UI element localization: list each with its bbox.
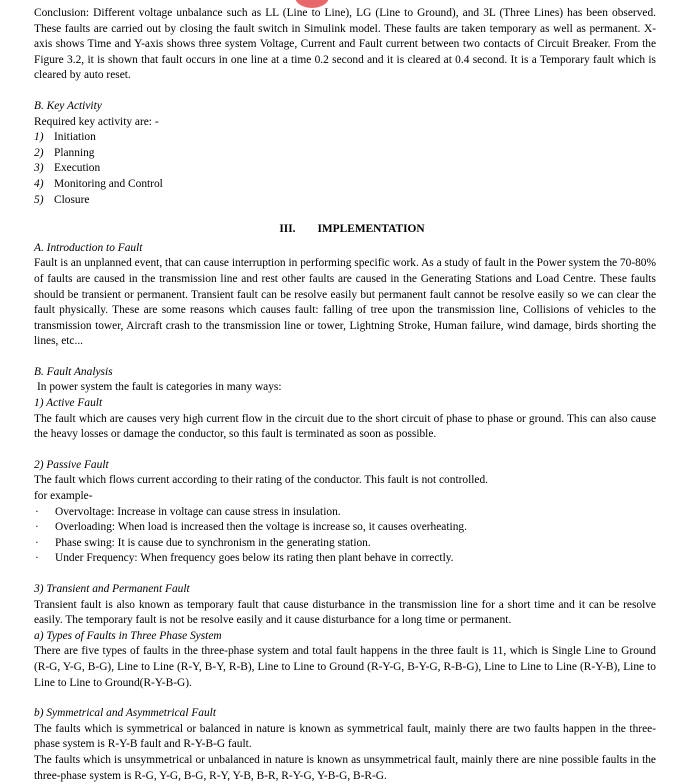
passive-fault-heading: 2) Passive Fault: [34, 458, 109, 471]
bullet-marker: ·: [35, 536, 39, 549]
fault-analysis-heading: B. Fault Analysis: [34, 365, 113, 378]
list-item-number: 3): [34, 162, 44, 175]
key-activity-list: [34, 130, 656, 208]
types-of-faults-heading: a) Types of Faults in Three Phase System: [34, 629, 222, 642]
intro-fault-heading: A. Introduction to Fault: [34, 241, 143, 254]
list-item-label: Closure: [54, 193, 90, 206]
list-item-number: 5): [34, 193, 44, 206]
intro-fault-paragraph: Fault is an unplanned event, that can cause interruption in performing specific work. As a study of fault in the Power system the 70-80% of faults are caused in the transmission line and rest other faults are caused in the Generating Stations and Load Centre. These faults should be transient or permanent. Transient fault can be resolve easily but permanent fault cannot be resolve easily so we can clear the fault physically. These are some reasons which causes fault: falling of tree upon the transmission line, Collisions of vehicles to the transmission tower, Aircraft crash to the transmission line or tower, Lightning Stroke, Human failure, wind damage, birds shorting the lines, etc...: [34, 257, 656, 348]
list-item: [34, 193, 656, 209]
passive-fault-paragraph: The fault which flows current according to their rating of the conductor. This fault is not controlled.: [34, 474, 489, 487]
key-activity-intro: Required key activity are: -: [34, 115, 159, 128]
list-item: [34, 520, 656, 536]
list-item-label: Monitoring and Control: [54, 177, 163, 190]
section-heading-implementation: [34, 222, 656, 238]
key-activity-heading: B. Key Activity: [34, 99, 102, 112]
list-item-label: Planning: [54, 146, 95, 159]
bullet-text: Overloading: When load is increased then the voltage is increase so, it causes overheating.: [55, 521, 467, 534]
list-item-label: Initiation: [54, 131, 96, 144]
transient-fault-paragraph: Transient fault is also known as temporary fault that cause disturbance in the transmission line for a short time and it can be resolve easily. The temporary fault is not be resolve easily and it cause disturbance for a long time or permanent.: [34, 598, 656, 627]
list-item: [34, 177, 656, 193]
active-fault-paragraph: The fault which are causes very high current flow in the circuit due to the short circuit of phase to phase or ground. This can also cause the heavy losses or damage the conductor, so this fault is terminated as soon as possible.: [34, 412, 656, 441]
bullet-text: Phase swing: It is cause due to synchronism in the generating station.: [55, 536, 371, 549]
list-item-number: 1): [34, 131, 44, 144]
document-page: [34, 0, 656, 784]
section-title: IMPLEMENTATION: [317, 223, 425, 236]
list-item-label: Execution: [54, 162, 101, 175]
conclusion-paragraph: Conclusion: Different voltage unbalance such as LL (Line to Line), LG (Line to Ground), and 3L (Three Lines) has been observed. These faults are carried out by closing the fault switch in Simulink model. These faults are taken temporary as well as permanent. X-axis shows Time and Y-axis shows three system Voltage, Current and Fault current between two contacts of Circuit Breaker. From the Figure 3.2, it is shown that fault occurs in one line at a time 0.2 second and it is cleared at 0.4 second. It is a Temporary fault which is cleared by auto reset.: [34, 7, 656, 82]
list-item: [34, 130, 656, 146]
bullet-marker: ·: [35, 521, 39, 534]
passive-fault-bullets: [34, 505, 656, 567]
list-item: [34, 505, 656, 521]
transient-fault-heading: 3) Transient and Permanent Fault: [34, 583, 190, 595]
example-label: for example-: [34, 490, 93, 503]
types-of-faults-paragraph: There are five types of faults in the three-phase system and total fault happens in the three fault is 11, which is Single Line to Ground (R-G, Y-G, B-G), Line to Line (R-Y, B-Y, R-B), Line to Line to Ground (R-Y-G, B-Y-G, R-B-G), Line to Line to Line (R-Y-B), Line to Line to Line to Ground(R-Y-B-G).: [34, 645, 656, 689]
bullet-text: Under Frequency: When frequency goes below its rating then plant behave in correctly.: [55, 552, 454, 565]
list-item: [34, 161, 656, 177]
list-item: [34, 551, 656, 567]
list-item-number: 4): [34, 177, 44, 190]
active-fault-heading: 1) Active Fault: [34, 397, 103, 410]
list-item: [34, 536, 656, 552]
symmetrical-fault-heading: b) Symmetrical and Asymmetrical Fault: [34, 707, 217, 720]
bullet-marker: ·: [35, 552, 39, 565]
section-number: III.: [279, 223, 296, 236]
symmetrical-fault-paragraph: The faults which is symmetrical or balanced in nature is known as symmetrical fault, mainly there are two faults happen in the three-phase system is R-Y-B fault and R-Y-B-G fault.: [34, 722, 656, 751]
bullet-text: Overvoltage: Increase in voltage can cause stress in insulation.: [55, 505, 341, 518]
unsymmetrical-fault-paragraph: The faults which is unsymmetrical or unbalanced in nature is known as unsymmetrical fault, mainly there are nine possible faults in the three-phase system is R-G, Y-G, B-G, R-Y, Y-B, B-R, R-Y-G, Y-B-G, B-R-G.: [34, 753, 656, 782]
bullet-marker: ·: [35, 505, 39, 518]
list-item-number: 2): [34, 146, 44, 159]
list-item: [34, 146, 656, 162]
fault-analysis-intro: In power system the fault is categories in many ways:: [37, 381, 282, 394]
